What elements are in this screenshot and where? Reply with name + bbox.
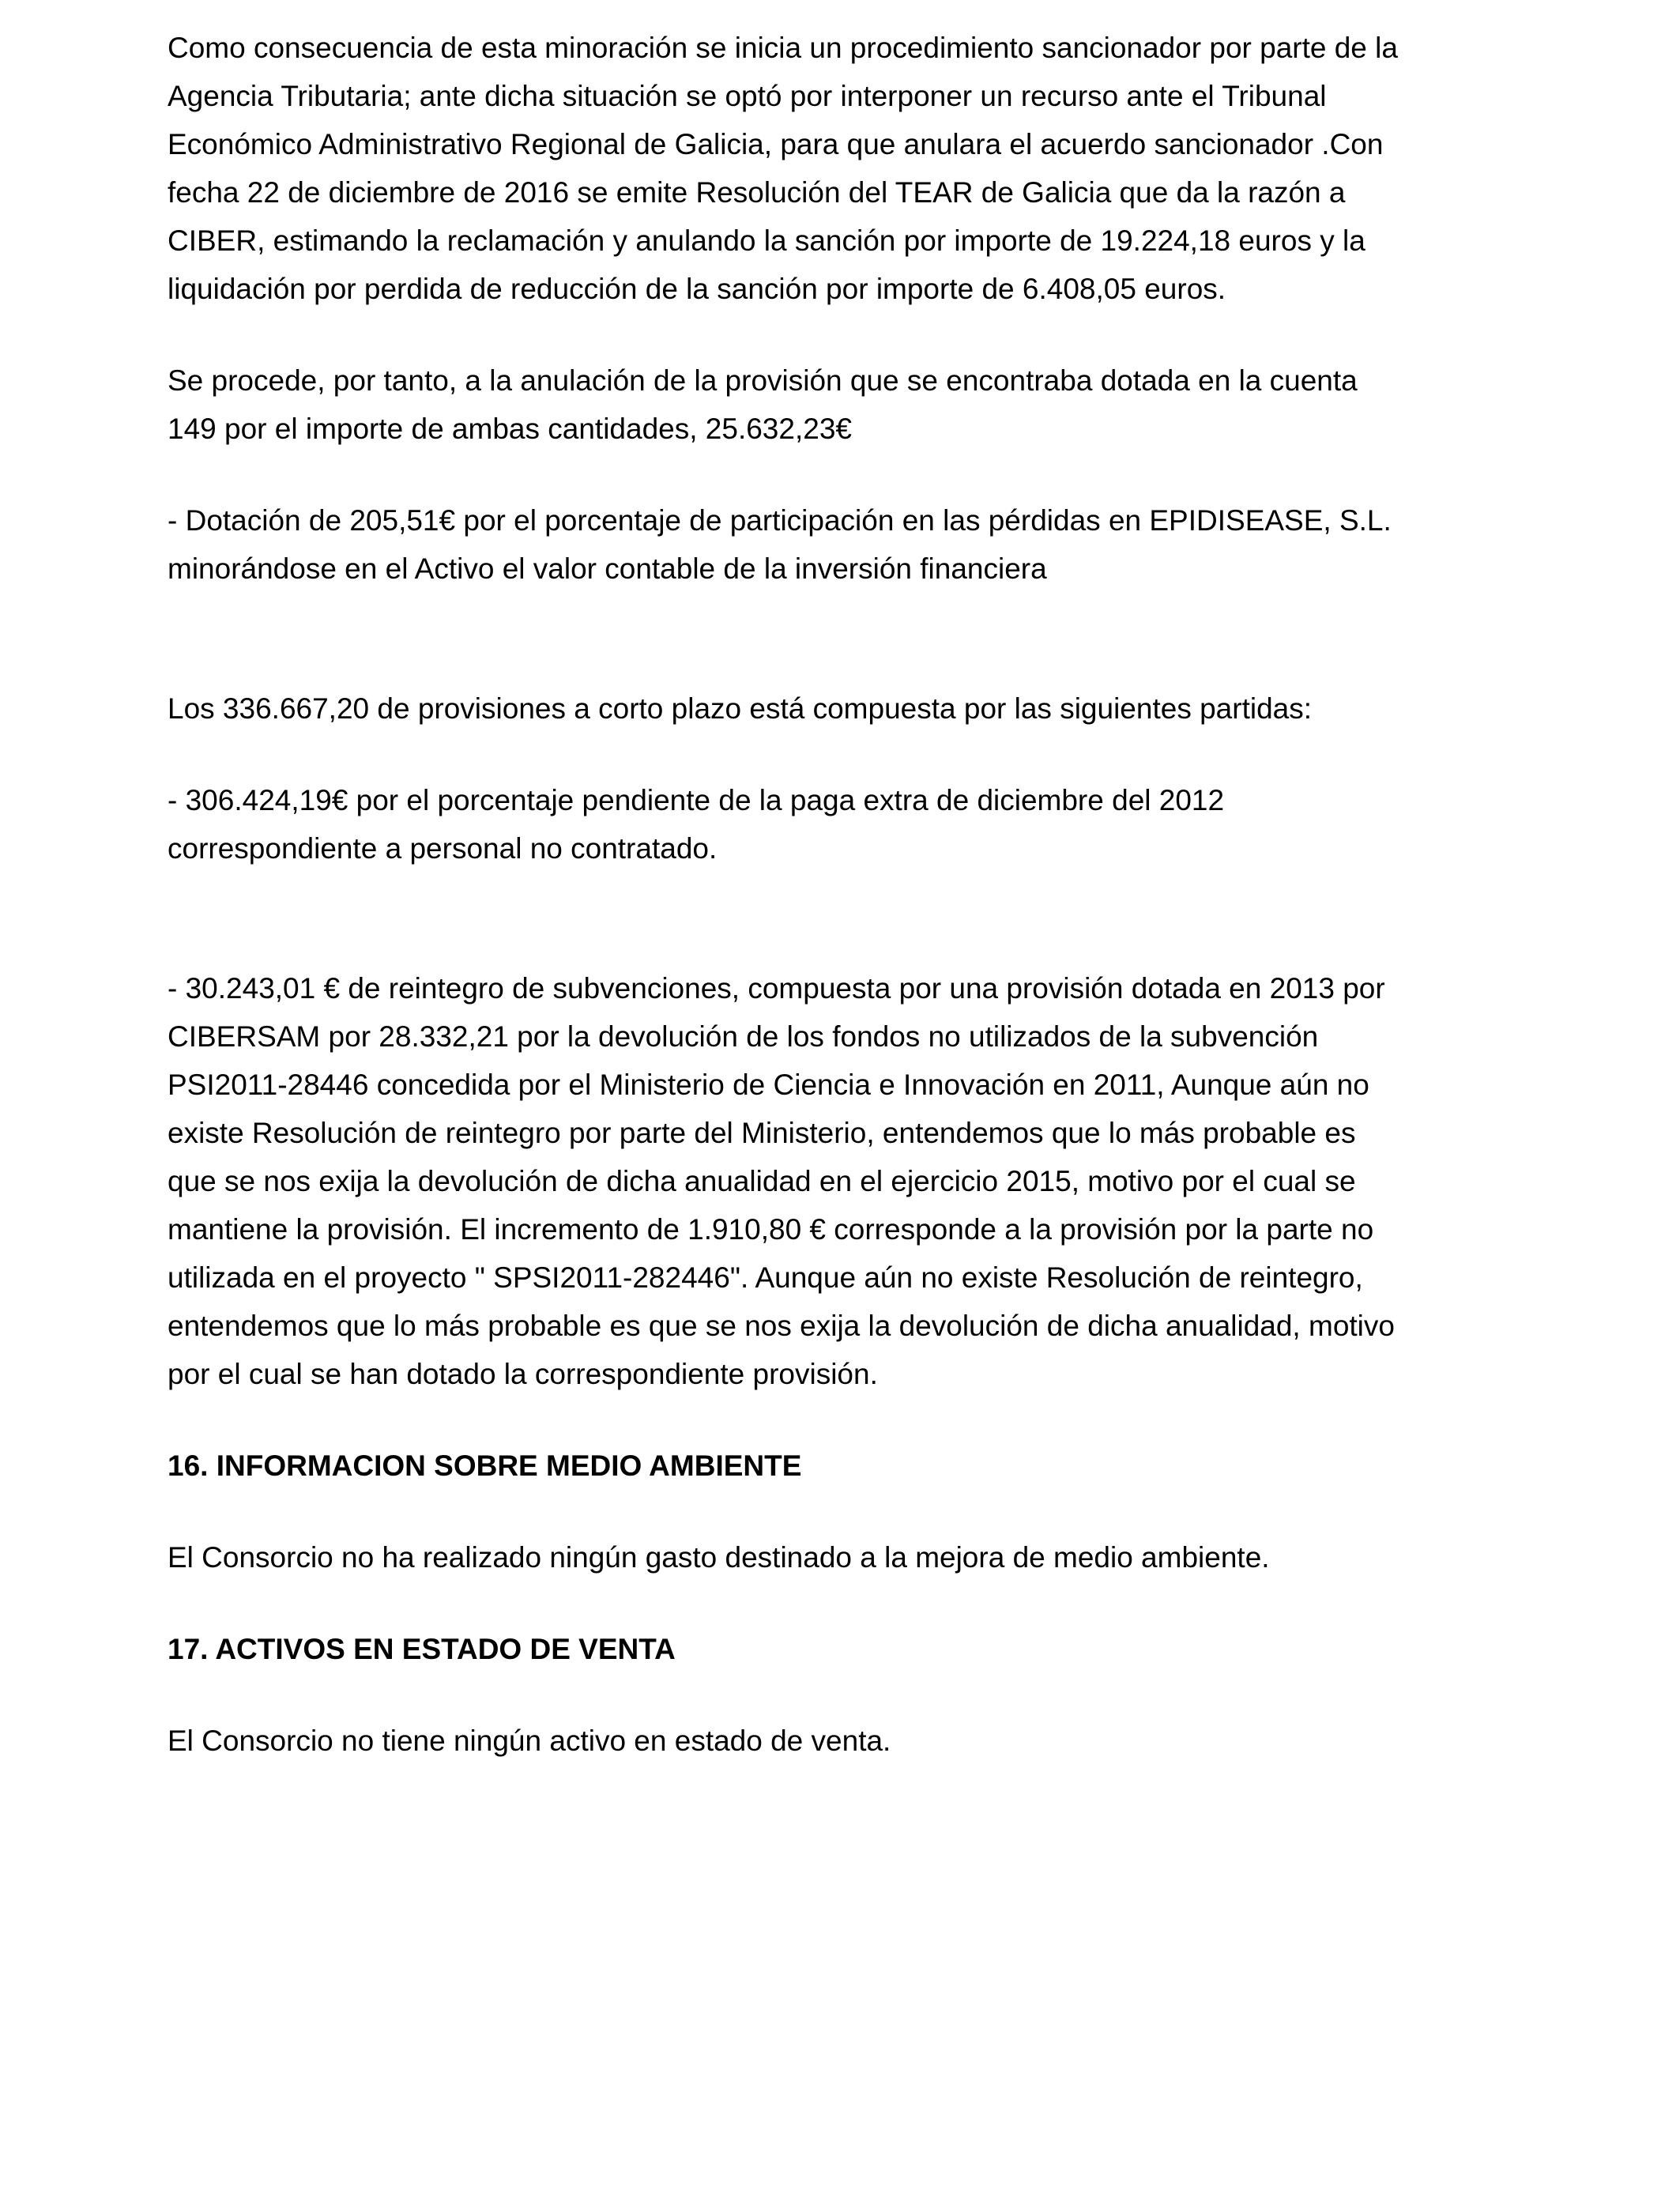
text-line: mantiene la provisión. El incremento de 1.910,80 € corresponde a la provisión por la parte no bbox=[168, 1213, 1374, 1246]
text-line: Se procede, por tanto, a la anulación de la provisión que se encontraba dotada en la cuenta bbox=[168, 364, 1358, 397]
section-heading-assets-for-sale: 17. ACTIVOS EN ESTADO DE VENTA bbox=[168, 1633, 676, 1665]
paragraph-environment bbox=[168, 1533, 1511, 1581]
paragraph-short-term-provisions bbox=[168, 684, 1511, 733]
text-line: - 306.424,19€ por el porcentaje pendiente de la paga extra de diciembre del 2012 bbox=[168, 784, 1225, 816]
paragraph-sanction-procedure bbox=[168, 24, 1511, 313]
paragraph-subsidy-refund bbox=[168, 964, 1511, 1398]
text-line: existe Resolución de reintegro por parte del Ministerio, entendemos que lo más probable es bbox=[168, 1117, 1356, 1149]
text-line: fecha 22 de diciembre de 2016 se emite Resolución del TEAR de Galicia que da la razón a bbox=[168, 176, 1346, 209]
text-line: por el cual se han dotado la correspondiente provisión. bbox=[168, 1358, 878, 1390]
text-line: - 30.243,01 € de reintegro de subvenciones, compuesta por una provisión dotada en 2013 por bbox=[168, 972, 1385, 1005]
text-line: minorándose en el Activo el valor contable de la inversión financiera bbox=[168, 552, 1047, 585]
text-line: El Consorcio no tiene ningún activo en estado de venta. bbox=[168, 1725, 891, 1757]
text-line: PSI2011-28446 concedida por el Ministerio de Ciencia e Innovación en 2011, Aunque aún no bbox=[168, 1069, 1369, 1101]
text-line: CIBERSAM por 28.332,21 por la devolución de los fondos no utilizados de la subvención bbox=[168, 1020, 1319, 1053]
paragraph-provision-cancellation bbox=[168, 356, 1511, 453]
text-line: que se nos exija la devolución de dicha anualidad en el ejercicio 2015, motivo por el cual se bbox=[168, 1165, 1356, 1197]
paragraph-extra-pay bbox=[168, 776, 1511, 873]
text-line: Como consecuencia de esta minoración se inicia un procedimiento sancionador por parte de la bbox=[168, 32, 1398, 64]
text-line: Agencia Tributaria; ante dicha situación se optó por interponer un recurso ante el Tribunal bbox=[168, 80, 1327, 112]
text-line: correspondiente a personal no contratado. bbox=[168, 832, 718, 865]
text-line: CIBER, estimando la reclamación y anulando la sanción por importe de 19.224,18 euros y la bbox=[168, 224, 1365, 257]
text-line: utilizada en el proyecto " SPSI2011-282446". Aunque aún no existe Resolución de reintegro, bbox=[168, 1261, 1363, 1294]
text-line: Económico Administrativo Regional de Galicia, para que anulara el acuerdo sancionador .Con bbox=[168, 128, 1384, 160]
text-line: Los 336.667,20 de provisiones a corto plazo está compuesta por las siguientes partidas: bbox=[168, 692, 1313, 725]
section-heading-environment: 16. INFORMACION SOBRE MEDIO AMBIENTE bbox=[168, 1449, 802, 1482]
text-line: El Consorcio no ha realizado ningún gasto destinado a la mejora de medio ambiente. bbox=[168, 1541, 1270, 1574]
text-line: - Dotación de 205,51€ por el porcentaje de participación en las pérdidas en EPIDISEASE, S.L. bbox=[168, 504, 1392, 537]
document-page bbox=[168, 24, 1511, 1765]
paragraph-assets-for-sale bbox=[168, 1717, 1511, 1765]
text-line: entendemos que lo más probable es que se nos exija la devolución de dicha anualidad, motivo bbox=[168, 1310, 1395, 1342]
text-line: liquidación por perdida de reducción de la sanción por importe de 6.408,05 euros. bbox=[168, 273, 1226, 305]
text-line: 149 por el importe de ambas cantidades, 25.632,23€ bbox=[168, 413, 852, 445]
paragraph-epidisease-provision bbox=[168, 496, 1511, 593]
